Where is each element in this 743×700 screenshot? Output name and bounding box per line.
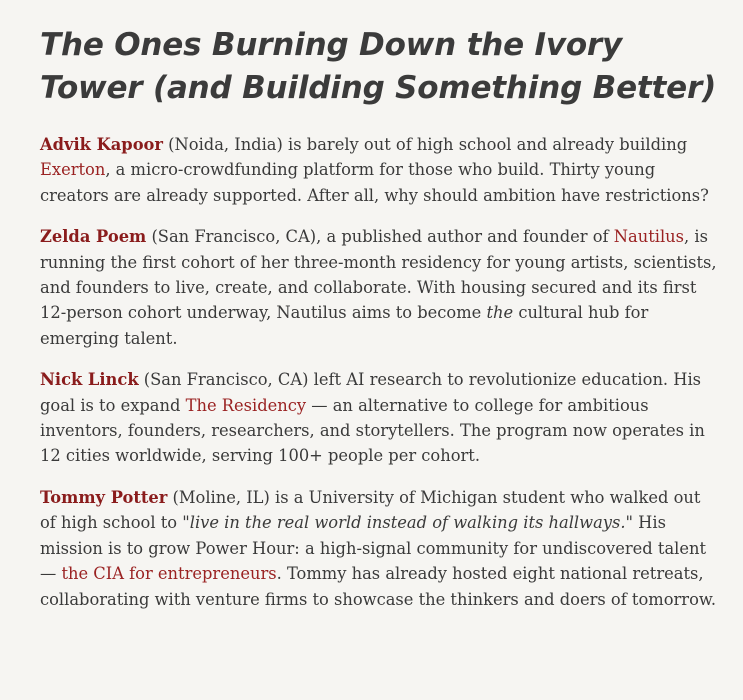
profile-text: (San Francisco, CA), a published author and founder of xyxy=(146,227,614,247)
quote-text: "live in the real world instead of walking its hallways." xyxy=(182,513,633,533)
person-name: Nick Linck xyxy=(40,370,139,390)
person-name: Zelda Poem xyxy=(40,227,147,247)
nautilus-link[interactable]: Nautilus xyxy=(613,227,685,247)
exerton-link[interactable]: Exerton xyxy=(40,160,106,180)
profile-advik-kapoor xyxy=(40,132,720,208)
emphasis-text: the xyxy=(486,303,514,323)
profile-text: cultural hub for emerging talent. xyxy=(40,303,649,348)
the-residency-link[interactable]: The Residency xyxy=(185,395,307,415)
cia-for-entrepreneurs-link[interactable]: the CIA for entrepreneurs xyxy=(61,564,277,584)
profile-zelda-poem xyxy=(40,224,720,351)
article xyxy=(40,24,720,628)
person-name: Advik Kapoor xyxy=(40,135,163,154)
profile-text: — an alternative to college for ambitious inventors, founders, researchers, and storytellers. The program now operates in 12 cities worldwide, serving 100+ people per cohort. xyxy=(40,395,705,466)
profile-nick-linck xyxy=(40,367,720,469)
person-name: Tommy Potter xyxy=(40,487,168,507)
profile-text: (Noida, India) is barely out of high school and already building xyxy=(163,135,688,154)
profile-tommy-potter xyxy=(40,485,720,612)
profile-text: His mission is to grow Power Hour: a high-signal community for undiscovered talent — xyxy=(40,513,707,584)
profile-text: (San Francisco, CA) left AI research to revolutionize education. His goal is to expand xyxy=(40,370,702,415)
profile-text: , is running the first cohort of her three-month residency for young artists, scientists, and founders to live, create, and collaborate. With housing secured and its first 12-person cohort underway, Nautilus aims to become xyxy=(40,227,717,323)
profile-text: . Tommy has already hosted eight national retreats, collaborating with venture firms to showcase the thinkers and doers of tomorrow. xyxy=(40,564,717,609)
profile-text: , a micro-crowdfunding platform for those who build. Thirty young creators are already supported. After all, why should ambition have restrictions? xyxy=(40,160,709,205)
page-title: The Ones Burning Down the Ivory Tower (and Building Something Better) xyxy=(40,27,717,106)
profile-text: (Moline, IL) is a University of Michigan student who walked out of high school to xyxy=(40,487,701,533)
